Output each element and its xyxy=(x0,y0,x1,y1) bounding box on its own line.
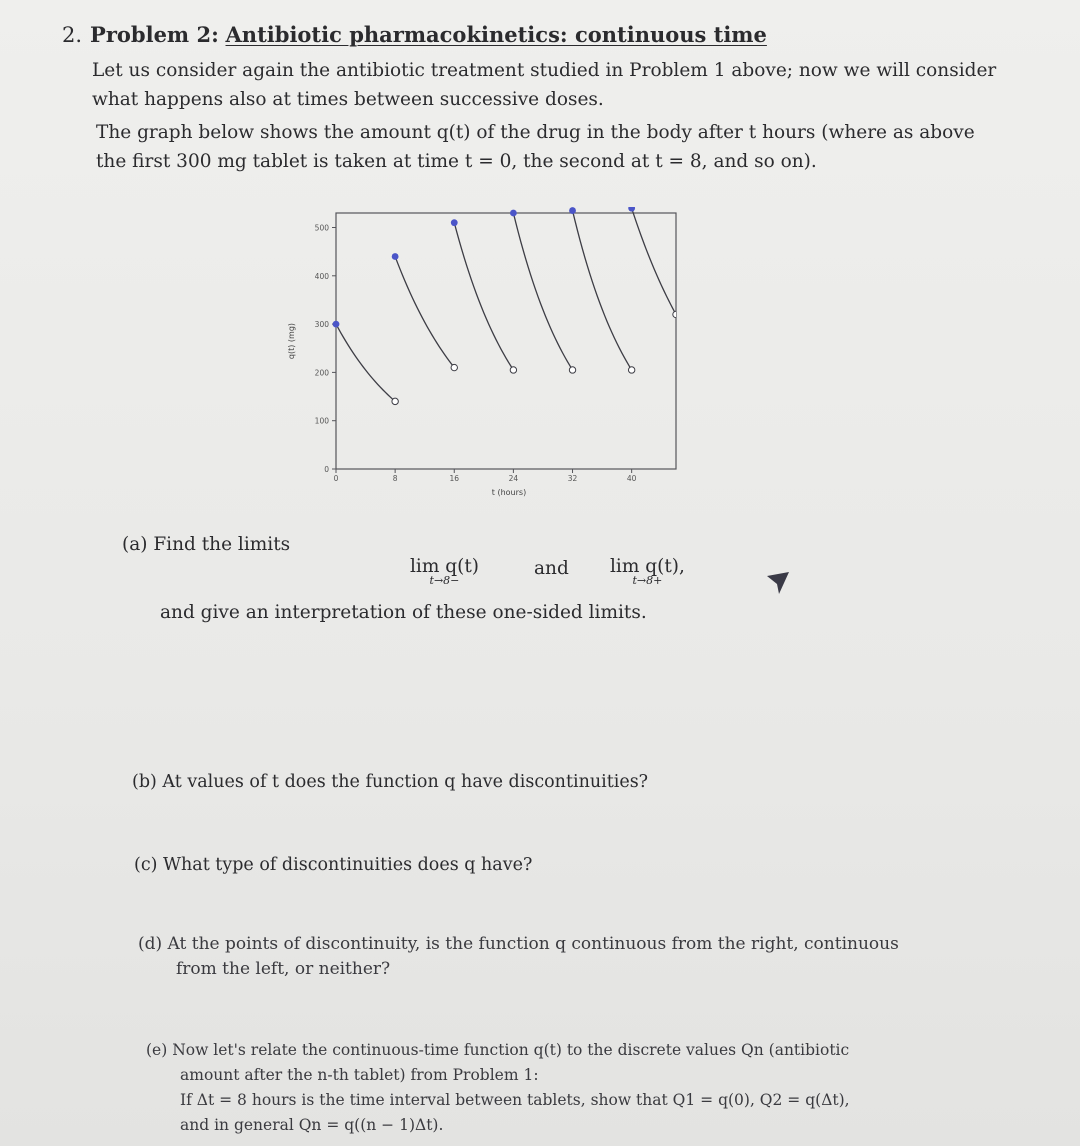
part-e-line-4: and in general Qn = q((n − 1)Δt). xyxy=(180,1116,444,1134)
problem-heading xyxy=(62,22,767,47)
series-curve xyxy=(573,211,632,370)
filled-endpoint-marker xyxy=(333,321,340,328)
y-axis-ticks xyxy=(315,223,336,474)
intro-line-4: the first 300 mg tablet is taken at time t = 0, the second at t = 8, and so on). xyxy=(96,151,817,172)
open-endpoint-marker xyxy=(510,367,516,373)
part-b-question: (b) At values of t does the function q have discontinuities? xyxy=(132,772,649,792)
filled-endpoint-marker xyxy=(628,205,635,212)
limit-left-expression: lim q(t) xyxy=(410,556,479,577)
limit-right-expression: lim q(t), xyxy=(610,556,685,577)
part-e-line-3: If Δt = 8 hours is the time interval between tablets, show that Q1 = q(0), Q2 = q(Δt), xyxy=(180,1091,850,1109)
intro-paragraph-2 xyxy=(96,118,975,176)
series-layer xyxy=(333,205,680,405)
part-a-followup: and give an interpretation of these one-sided limits. xyxy=(160,602,647,623)
open-endpoint-marker xyxy=(673,311,679,317)
limit-right-subscript: t→8+ xyxy=(632,574,663,587)
x-tick-label: 16 xyxy=(449,474,460,483)
problem-title: Antibiotic pharmacokinetics: continuous time xyxy=(225,22,767,47)
open-endpoint-marker xyxy=(569,367,575,373)
intro-line-2: what happens also at times between successive doses. xyxy=(92,89,604,110)
plot-frame xyxy=(336,213,676,469)
filled-endpoint-marker xyxy=(451,219,458,226)
problem-label: Problem 2: xyxy=(90,22,219,47)
intro-paragraph-1 xyxy=(92,56,996,114)
x-tick-label: 24 xyxy=(508,474,519,483)
part-d-line-2: from the left, or neither? xyxy=(176,959,391,979)
x-axis-label: t (hours) xyxy=(491,488,527,497)
limit-left xyxy=(410,556,479,586)
y-tick-label: 100 xyxy=(314,416,329,426)
open-endpoint-marker xyxy=(451,364,457,370)
part-d-line-1: (d) At the points of discontinuity, is the function q continuous from the right, continuous xyxy=(138,934,899,954)
part-e-line-2: amount after the n-th tablet) from Problem 1: xyxy=(180,1066,539,1084)
y-tick-label: 300 xyxy=(314,320,329,330)
y-tick-label: 200 xyxy=(314,368,329,378)
series-curve xyxy=(632,208,676,314)
open-endpoint-marker xyxy=(392,398,398,404)
filled-endpoint-marker xyxy=(569,207,576,214)
and-word: and xyxy=(534,558,569,579)
y-tick-label: 400 xyxy=(314,271,329,281)
series-curve xyxy=(513,213,572,370)
part-e-line-1: (e) Now let's relate the continuous-time function q(t) to the discrete values Qn (antibiotic xyxy=(146,1041,850,1059)
open-endpoint-marker xyxy=(628,367,634,373)
drug-amount-chart xyxy=(280,205,700,505)
mouse-pointer-icon xyxy=(765,570,791,598)
filled-endpoint-marker xyxy=(510,210,517,217)
part-e-question xyxy=(146,1038,850,1138)
intro-line-3: The graph below shows the amount q(t) of the drug in the body after t hours (where as above xyxy=(96,122,975,143)
x-tick-label: 32 xyxy=(567,474,578,483)
series-curve xyxy=(336,324,395,401)
x-tick-label: 40 xyxy=(626,474,637,483)
filled-endpoint-marker xyxy=(392,253,399,260)
part-c-question: (c) What type of discontinuities does q have? xyxy=(134,855,533,875)
y-tick-label: 0 xyxy=(324,465,329,474)
series-curve xyxy=(395,256,454,367)
x-axis-ticks xyxy=(334,469,637,483)
x-tick-label: 8 xyxy=(392,474,398,483)
y-axis-label: q(t) (mg) xyxy=(287,322,296,360)
series-curve xyxy=(454,223,513,370)
intro-line-1: Let us consider again the antibiotic treatment studied in Problem 1 above; now we will consider xyxy=(92,60,997,81)
y-tick-label: 500 xyxy=(314,223,329,233)
part-d-question xyxy=(138,932,899,982)
x-tick-label: 0 xyxy=(333,474,339,483)
limit-left-subscript: t→8− xyxy=(429,574,460,587)
part-a-label: (a) Find the limits xyxy=(122,534,291,555)
limit-right xyxy=(610,556,685,586)
problem-number: 2. xyxy=(62,23,83,47)
